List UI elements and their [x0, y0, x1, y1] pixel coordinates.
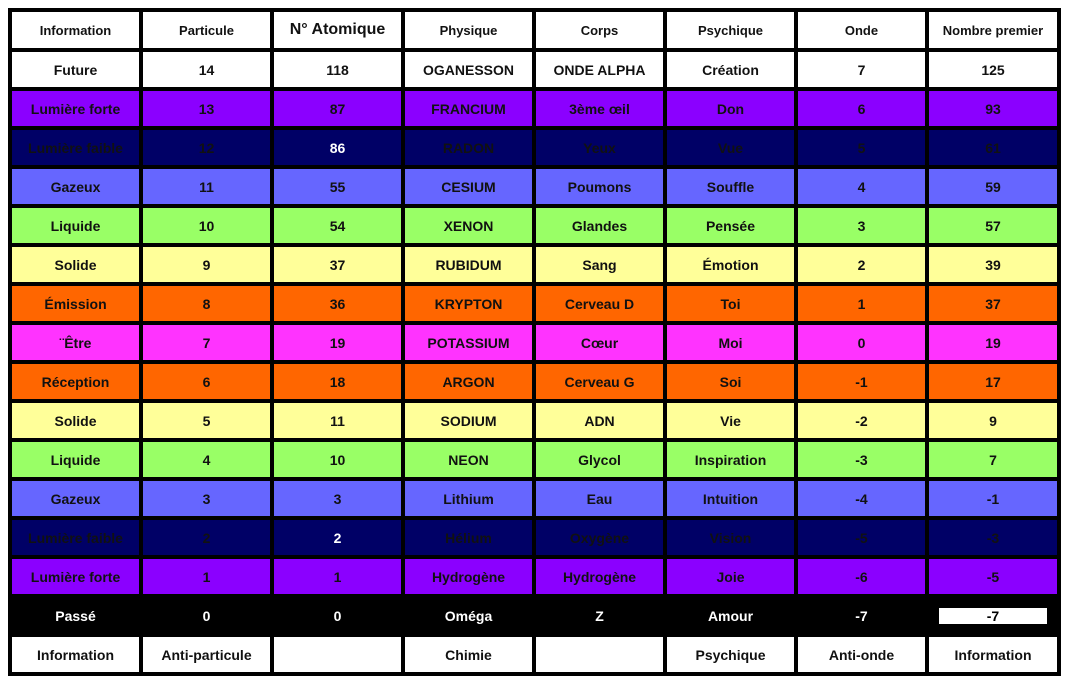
correspondence-table	[8, 8, 1061, 676]
header-cell: Particule	[141, 10, 272, 50]
table-cell: Lithium	[403, 479, 534, 518]
table-cell: Glycol	[534, 440, 665, 479]
table-cell: POTASSIUM	[403, 323, 534, 362]
table-cell: 10	[272, 440, 403, 479]
table-cell: 1	[141, 557, 272, 596]
table-cell: 0	[272, 596, 403, 635]
footer-row	[10, 635, 1059, 674]
table-cell: 3ème œil	[534, 89, 665, 128]
table-cell: Soi	[665, 362, 796, 401]
table-cell: RUBIDUM	[403, 245, 534, 284]
table-cell: 9	[141, 245, 272, 284]
table-cell: 1	[272, 557, 403, 596]
footer-cell: Psychique	[665, 635, 796, 674]
header-cell: N° Atomique	[272, 10, 403, 50]
footer-cell: Anti-particule	[141, 635, 272, 674]
table-row	[10, 362, 1059, 401]
table-cell: 0	[141, 596, 272, 635]
table-cell: Don	[665, 89, 796, 128]
table-cell: Réception	[10, 362, 141, 401]
table-cell: 37	[927, 284, 1059, 323]
table-cell: 3	[796, 206, 927, 245]
table-cell: Z	[534, 596, 665, 635]
table-cell: Glandes	[534, 206, 665, 245]
table-cell: -5	[796, 518, 927, 557]
table-cell: Émission	[10, 284, 141, 323]
table-cell: 55	[272, 167, 403, 206]
table-cell: -1	[796, 362, 927, 401]
table-cell: Cerveau D	[534, 284, 665, 323]
table-cell: -2	[796, 401, 927, 440]
table-cell: Vision	[665, 518, 796, 557]
table-row	[10, 50, 1059, 89]
table-cell: Toi	[665, 284, 796, 323]
table-cell: 87	[272, 89, 403, 128]
table-cell: Gazeux	[10, 167, 141, 206]
header-cell: Psychique	[665, 10, 796, 50]
header-cell: Nombre premier	[927, 10, 1059, 50]
table-row	[10, 518, 1059, 557]
table-cell: Solide	[10, 401, 141, 440]
table-cell: 17	[927, 362, 1059, 401]
table-cell: -6	[796, 557, 927, 596]
table-cell: 2	[796, 245, 927, 284]
table-cell: Liquide	[10, 440, 141, 479]
table-cell: Cerveau G	[534, 362, 665, 401]
table-cell: Inspiration	[665, 440, 796, 479]
table-cell: Lumière faible	[10, 518, 141, 557]
table-cell: ADN	[534, 401, 665, 440]
table-cell: Oxygène	[534, 518, 665, 557]
table-cell: Amour	[665, 596, 796, 635]
table-cell: Sang	[534, 245, 665, 284]
table-cell: 39	[927, 245, 1059, 284]
table-cell: KRYPTON	[403, 284, 534, 323]
table-cell: 19	[272, 323, 403, 362]
table-cell: Gazeux	[10, 479, 141, 518]
table-cell: 14	[141, 50, 272, 89]
table-row	[10, 89, 1059, 128]
table-cell: CESIUM	[403, 167, 534, 206]
table-cell: Oméga	[403, 596, 534, 635]
table-cell: 18	[272, 362, 403, 401]
table-cell: Eau	[534, 479, 665, 518]
table-cell: 9	[927, 401, 1059, 440]
footer-cell: Chimie	[403, 635, 534, 674]
table-row	[10, 167, 1059, 206]
table-cell: 118	[272, 50, 403, 89]
table-cell: -5	[927, 557, 1059, 596]
table-cell: Yeux	[534, 128, 665, 167]
table-cell: Création	[665, 50, 796, 89]
table-row	[10, 206, 1059, 245]
table-cell: Cœur	[534, 323, 665, 362]
table-cell: 3	[272, 479, 403, 518]
table-row	[10, 128, 1059, 167]
table-cell: -7	[796, 596, 927, 635]
table-cell: 5	[141, 401, 272, 440]
table-cell: 8	[141, 284, 272, 323]
header-cell: Physique	[403, 10, 534, 50]
table-row	[10, 284, 1059, 323]
table-cell: 4	[796, 167, 927, 206]
table-cell: 2	[272, 518, 403, 557]
footer-cell: Information	[927, 635, 1059, 674]
table-cell: 7	[141, 323, 272, 362]
table-cell: ¨Être	[10, 323, 141, 362]
table-cell: 12	[141, 128, 272, 167]
header-cell: Corps	[534, 10, 665, 50]
table-cell: Future	[10, 50, 141, 89]
table-cell: 7	[796, 50, 927, 89]
table-cell: 13	[141, 89, 272, 128]
table-cell: RADON	[403, 128, 534, 167]
table-cell: 10	[141, 206, 272, 245]
table-cell: Émotion	[665, 245, 796, 284]
header-row	[10, 10, 1059, 50]
table-cell: 1	[796, 284, 927, 323]
footer-cell: Information	[10, 635, 141, 674]
table-cell: 19	[927, 323, 1059, 362]
table-cell: 5	[796, 128, 927, 167]
table-cell: Pensée	[665, 206, 796, 245]
table-cell: 7	[927, 440, 1059, 479]
table-cell: 37	[272, 245, 403, 284]
table-cell: Vue	[665, 128, 796, 167]
table-cell: 36	[272, 284, 403, 323]
table-cell: 6	[141, 362, 272, 401]
table-cell: Joie	[665, 557, 796, 596]
table-cell: 86	[272, 128, 403, 167]
table-cell: 6	[796, 89, 927, 128]
table-cell: Solide	[10, 245, 141, 284]
table-cell: OGANESSON	[403, 50, 534, 89]
table-cell: Vie	[665, 401, 796, 440]
table-cell	[927, 596, 1059, 635]
table-cell: 2	[141, 518, 272, 557]
table-cell: Hydrogène	[403, 557, 534, 596]
table-cell: 11	[141, 167, 272, 206]
table-row	[10, 557, 1059, 596]
table-cell: -1	[927, 479, 1059, 518]
table-cell: NEON	[403, 440, 534, 479]
table-cell: Liquide	[10, 206, 141, 245]
table-cell: 125	[927, 50, 1059, 89]
table-cell: -4	[796, 479, 927, 518]
table-cell: ONDE ALPHA	[534, 50, 665, 89]
table-cell: SODIUM	[403, 401, 534, 440]
table-row	[10, 596, 1059, 635]
table-cell: 93	[927, 89, 1059, 128]
table-cell: Lumière forte	[10, 89, 141, 128]
table-cell: 4	[141, 440, 272, 479]
highlighted-value: -7	[939, 608, 1047, 624]
table-cell: XENON	[403, 206, 534, 245]
table-cell: 59	[927, 167, 1059, 206]
table-row	[10, 401, 1059, 440]
table-cell: -3	[796, 440, 927, 479]
table-cell: 0	[796, 323, 927, 362]
table-cell: Hydrogène	[534, 557, 665, 596]
table-row	[10, 479, 1059, 518]
table-cell: 54	[272, 206, 403, 245]
table-cell: Hélium	[403, 518, 534, 557]
table-row	[10, 323, 1059, 362]
table-cell: 57	[927, 206, 1059, 245]
table-cell: Souffle	[665, 167, 796, 206]
footer-cell	[272, 635, 403, 674]
table-cell: 11	[272, 401, 403, 440]
table-cell: Lumière faible	[10, 128, 141, 167]
table-row	[10, 440, 1059, 479]
table-container	[8, 8, 1061, 676]
footer-cell: Anti-onde	[796, 635, 927, 674]
header-cell: Onde	[796, 10, 927, 50]
table-cell: 61	[927, 128, 1059, 167]
table-cell: ARGON	[403, 362, 534, 401]
table-cell: 3	[141, 479, 272, 518]
table-cell: Intuition	[665, 479, 796, 518]
footer-cell	[534, 635, 665, 674]
table-cell: Passé	[10, 596, 141, 635]
table-cell: FRANCIUM	[403, 89, 534, 128]
table-cell: Poumons	[534, 167, 665, 206]
table-cell: Moi	[665, 323, 796, 362]
header-cell: Information	[10, 10, 141, 50]
table-cell: Lumière forte	[10, 557, 141, 596]
table-row	[10, 245, 1059, 284]
table-cell: -3	[927, 518, 1059, 557]
